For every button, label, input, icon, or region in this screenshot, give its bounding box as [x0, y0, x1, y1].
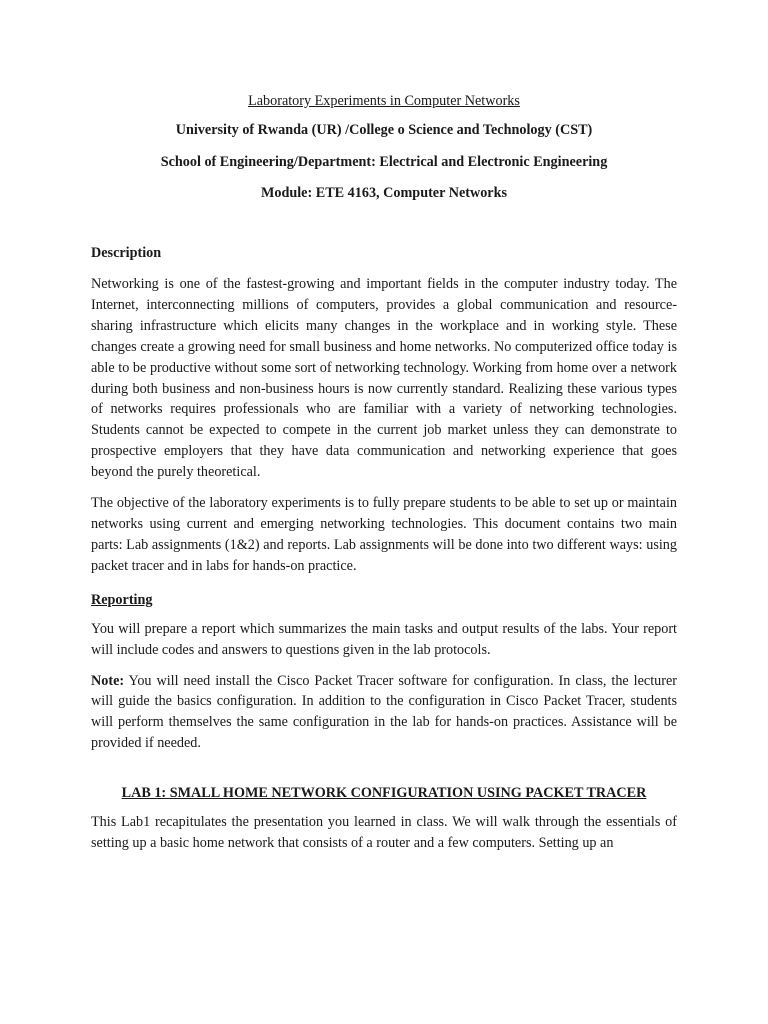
description-heading: Description — [91, 245, 162, 261]
lab1-heading: LAB 1: SMALL HOME NETWORK CONFIGURATION USING PACKET TRACER — [121, 785, 647, 802]
lab1-paragraph: This Lab1 recapitulates the presentation you learned in class. We will walk through the essentials of setting up a basic home network that consists of a router and a few computers. Setting up an — [91, 814, 677, 852]
module-line: Module: ETE 4163, Computer Networks — [260, 185, 508, 201]
note-paragraph — [91, 671, 677, 755]
reporting-paragraph: You will prepare a report which summarizes the main tasks and output results of the labs. Your report will include codes and answers to questions given in the lab protocols. — [91, 620, 677, 658]
description-paragraph-2: The objective of the laboratory experiments is to fully prepare students to be able to set up or maintain networks using current and emerging networking technologies. This document contains two main parts: Lab assignments (1&2) and reports. Lab assignments will be done into two different ways: using packet tracer and in labs for hands-on practice. — [91, 495, 677, 574]
document-title: Laboratory Experiments in Computer Networks — [248, 93, 520, 109]
school-line: School of Engineering/Department: Electrical and Electronic Engineering — [160, 154, 608, 170]
note-text: You will need install the Cisco Packet Tracer software for configuration. In class, the lecturer will guide the basics configuration. In addition to the configuration in Cisco Packet Tracer, students will perform themselves the same configuration in the lab for hands-on practices. Assistance will be provided if needed. — [91, 672, 677, 752]
note-label: Note: — [91, 672, 125, 689]
university-line: University of Rwanda (UR) /College o Science and Technology (CST) — [175, 122, 593, 138]
description-paragraph-1: Networking is one of the fastest-growing and important fields in the computer industry today. The Internet, interconnecting millions of computers, provides a global communication and resource-sharing infrastructure which elicits many changes in the workplace and in working style. These changes create a growing need for small business and home networks. No computerized office today is able to be productive without some sort of networking technology. Working from home over a network during both business and non-business hours is now currently standard. Realizing these various types of networks requires professionals who are familiar with a variety of networking technologies. Students cannot be expected to compete in the current job market unless they can demonstrate to prospective employers that they have data communication and networking experience that goes beyond the purely theoretical. — [91, 276, 677, 481]
reporting-heading: Reporting — [91, 591, 153, 608]
